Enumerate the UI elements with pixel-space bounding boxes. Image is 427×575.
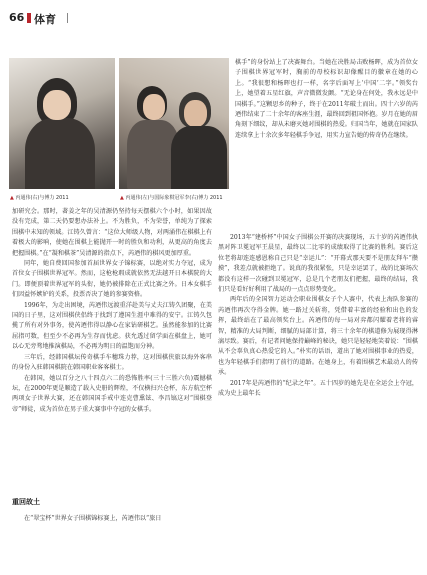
triangle-icon: ▲ (120, 195, 126, 201)
paragraph: 两年后的全国智力运动会职业围棋女子个人赛中，代表上海队参赛的芮迺伟再次夺得金牌。她一路过关斩将，凭借着丰富的经验和出色的发挥，最终站在了最高领奖台上。芮迺伟的每一局对弈都闪耀着老将的睿智，精准的大局判断，细腻的局部计算，将三十余年的棋道修为展现得淋漓尽致。赛后，有记者问她保持巅峰的秘诀，她只是轻轻地笑着说：“围棋从不会辜负真心热爱它的人。”朴实的话语，道出了她对围棋事业的热爱，也为年轻棋手们指明了前行的道路。在她身上，有着围棋艺术最动人的传承。 (218, 296, 418, 377)
caption-text: 丙通伟(左)与国际象棋冠军李(右)傅力 2011 (125, 195, 223, 201)
paragraph: 2013年“建桥杯”中国女子围棋公开赛的决赛现场，五十岁的芮迺伟执黑对阵卫冕冠军王晨星，最终以二比零的成绩取得了比赛的胜利。赛后这位老将却连连感恩称自己只是“幸运儿”：“开幕式那天要不是朋友拜车“攒摸”，我差点就被拒绝了。说真的我很紧张，只是幸运罢了，战的比赛场次都没有这样一次碰到卫冕冠军，总是几个老朋友们把握，最终的结局，我们只是看好好利用了战局的一点点形势变化。 (218, 234, 418, 294)
article-column-right (218, 233, 418, 569)
article-column-right-top (235, 58, 418, 229)
red-bar-icon (27, 13, 31, 23)
photo-couple (119, 58, 229, 189)
paragraph: 棋手”的身份站上了决赛舞台。当她在决胜局击败杨晖，成为首位女子围棋世界冠军时，胸前的母校标识却像醒目的徽章在她的心上。“我很想和杨晖也打一样，名字后面写上‘中国’二字。”领奖台上，她望着五星红旗，声音微微发颤。“无论身在何处，我永远是中国棋手。”这颗思乡的种子，终于在2011年破土而出。四十六岁的芮迺伟结束了二十余年的客座生涯，最终回到祖国怀抱。岁月在她的眉角刻下细纹，却从未磨灭她对围棋的热爱。归国当年，她就在国家队连续拿上十余次多年轻棋手争冠，用实力宣告她的传奇仍在继续。 (235, 59, 418, 139)
article-column-left-bottom (12, 514, 212, 554)
section-title: 体育 (34, 13, 56, 26)
figure-body-right (171, 126, 227, 189)
photo-caption (120, 194, 223, 201)
paragraph: 在“翠宝杯”世界女子围棋锦标赛上，芮迺伟以“旅日 (24, 515, 162, 522)
paragraph: 1996年，为走出困境，芮迺伟远渡重洋赴美与丈夫江铸久团聚，在美国的日子里，这对围棋侠侣终于找到了遵国生涯中难得的安宁。江铸久包揽了所有对外事务，使芮迺伟得以静心在家钻研棋艺。虽然能参加的比赛屈指可数，但至少不必再为生存而忧虑。获允透过留学面在棋盘上，她可以心无旁骛地推演棋局，不必再为明日的温饱而分神。 (12, 301, 212, 351)
section-subheading: 重回故土 (12, 498, 40, 506)
figure-face-left (143, 94, 165, 120)
page-header (0, 0, 427, 34)
caption-text: 丙通伟(右)与傅力 2011 (15, 195, 69, 201)
divider-icon (67, 13, 68, 23)
paragraph: 在韩国，她以百分之八十四点六二的恐怖胜率(三十三胜六负)震撼棋坛，在2000年更是顺造了载入史册的辉煌，不仅横扫兴仓杯，东方航空杯两项女子世界大赛，还在韩国国手戒中连克曹熏铉、李昌镐这对“围棋登帝”师徒，成为首位在男子重大赛事中夺冠的女棋手。 (12, 374, 212, 413)
page-number: 66 (9, 11, 25, 24)
figure-face-right (184, 100, 207, 127)
photo-portrait (9, 58, 115, 189)
paragraph: 2017年是芮迺伟的“纪录之年”。五十四岁的她先是在全运会上夺冠，成为史上最年长 (218, 379, 418, 398)
figure-face (43, 90, 71, 120)
photo-caption (10, 194, 69, 201)
paragraph: 三年后，经韩国棋坛传奇棋手车穗珠力荐，这对围棋侠旅以海外客串的身份入驻韩国棋院在韩国职业客客棋士。 (12, 353, 212, 372)
figure-body (25, 118, 95, 189)
triangle-icon: ▲ (10, 195, 16, 201)
paragraph: 同年，她自费回国参加首届世界女子锦标赛，以绝对实力夺冠，成为首位女子围棋世界冠军。然而，这枪枪瑕成就依然无法越开日本棋院的大门。即便顶着世界冠军的头衔，她仍被排除在正式比赛之外。日本女棋手们因益怀嫉妒的关系，投票否决了她的参赛资格。 (12, 260, 212, 299)
paragraph: 加研究会。那时，著姜之年的吴清源仍坚持每天摆棋六个小时，如果因故没有完成，第二天仍要想办法补上。不为胜负，不为荣誉，单纯为了探索围棋中未知的领域。江铸久曾言：“这位大师级人物，对两涌伟在棋棋上有着极大的影响，使她在围棋上能抛开一时的胜负和功利，从更高的角度去把握围棋。”在“凝和棋茶”吴清源的指点下，芮迺伟的棋风更加厚重。 (12, 208, 212, 257)
article-column-left (12, 207, 212, 492)
